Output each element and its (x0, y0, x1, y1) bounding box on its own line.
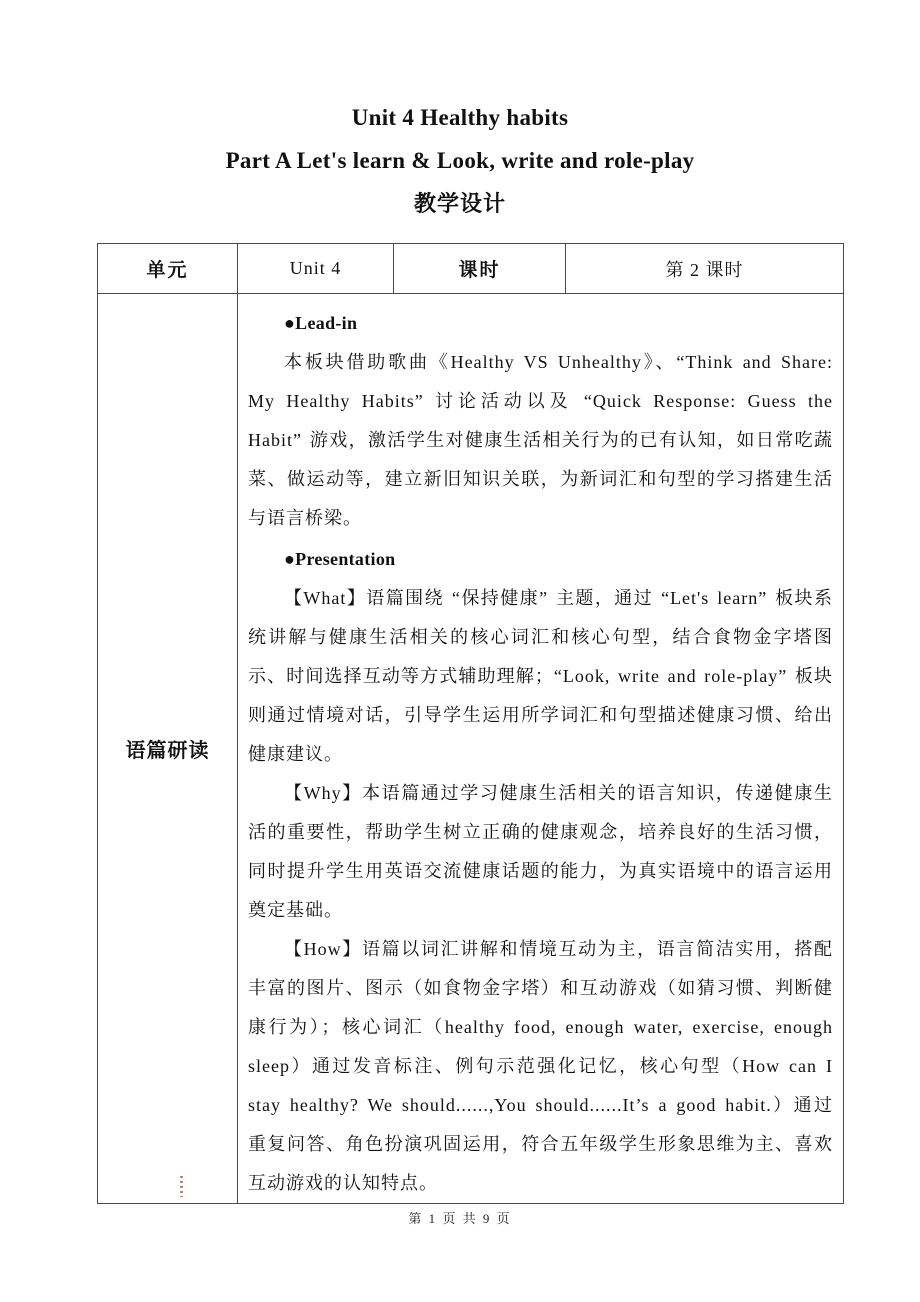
period-label-cell: 课时 (394, 244, 566, 294)
what-paragraph: 【What】语篇围绕 “保持健康” 主题，通过 “Let's learn” 板块系统讲解与健康生活相关的核心词汇和核心句型，结合食物金字塔图示、时间选择互动等方式辅助理解；“Look, write and role-play” 板块则通过情境对话，引导学生运用所学词汇和句型描述健康习惯、给出健康建议。 (248, 588, 833, 764)
unit-value-cell: Unit 4 (238, 244, 394, 294)
unit-label-cell: 单元 (98, 244, 238, 294)
doc-title-unit: Unit 4 Healthy habits (351, 105, 569, 130)
doc-title-chinese: 教学设计 (413, 191, 506, 216)
presentation-heading: ●Presentation (284, 549, 396, 569)
page-footer: 第 1 页 共 9 页 (408, 1211, 512, 1226)
doc-title-part: Part A Let's learn & Look, write and role-play (225, 148, 695, 173)
table-header-row (98, 244, 844, 294)
row-label-cell: 语篇研读 (98, 294, 238, 1204)
leadin-heading: ●Lead-in (284, 313, 358, 333)
dotted-artifact-mark (180, 1176, 183, 1197)
how-paragraph: 【How】语篇以词汇讲解和情境互动为主，语言简洁实用，搭配丰富的图片、图示（如食物金字塔）和互动游戏（如猜习惯、判断健康行为）；核心词汇（healthy food, enough water, exercise, enough sleep）通过发音标注、例句示范强化记忆，核心句型（How can I stay healthy? We should......,You should......It’s a good habit.）通过重复问答、角色扮演巩固运用，符合五年级学生形象思维为主、喜欢互动游戏的认知特点。 (248, 939, 833, 1193)
table-body-row (98, 294, 844, 1204)
period-value-cell: 第 2 课时 (566, 244, 844, 294)
lesson-content-cell (238, 294, 844, 1204)
why-paragraph: 【Why】本语篇通过学习健康生活相关的语言知识，传递健康生活的重要性，帮助学生树立正确的健康观念，培养良好的生活习惯，同时提升学生用英语交流健康话题的能力，为真实语境中的语言运用奠定基础。 (248, 783, 833, 920)
lesson-info-table (97, 243, 844, 1204)
title-block (0, 104, 920, 218)
leadin-paragraph: 本板块借助歌曲《Healthy VS Unhealthy》、“Think and Share: My Healthy Habits” 讨论活动以及 “Quick Response: Guess the Habit” 游戏，激活学生对健康生活相关行为的已有认知，如日常吃蔬菜、做运动等，建立新旧知识关联，为新词汇和句型的学习搭建生活与语言桥梁。 (248, 352, 833, 528)
